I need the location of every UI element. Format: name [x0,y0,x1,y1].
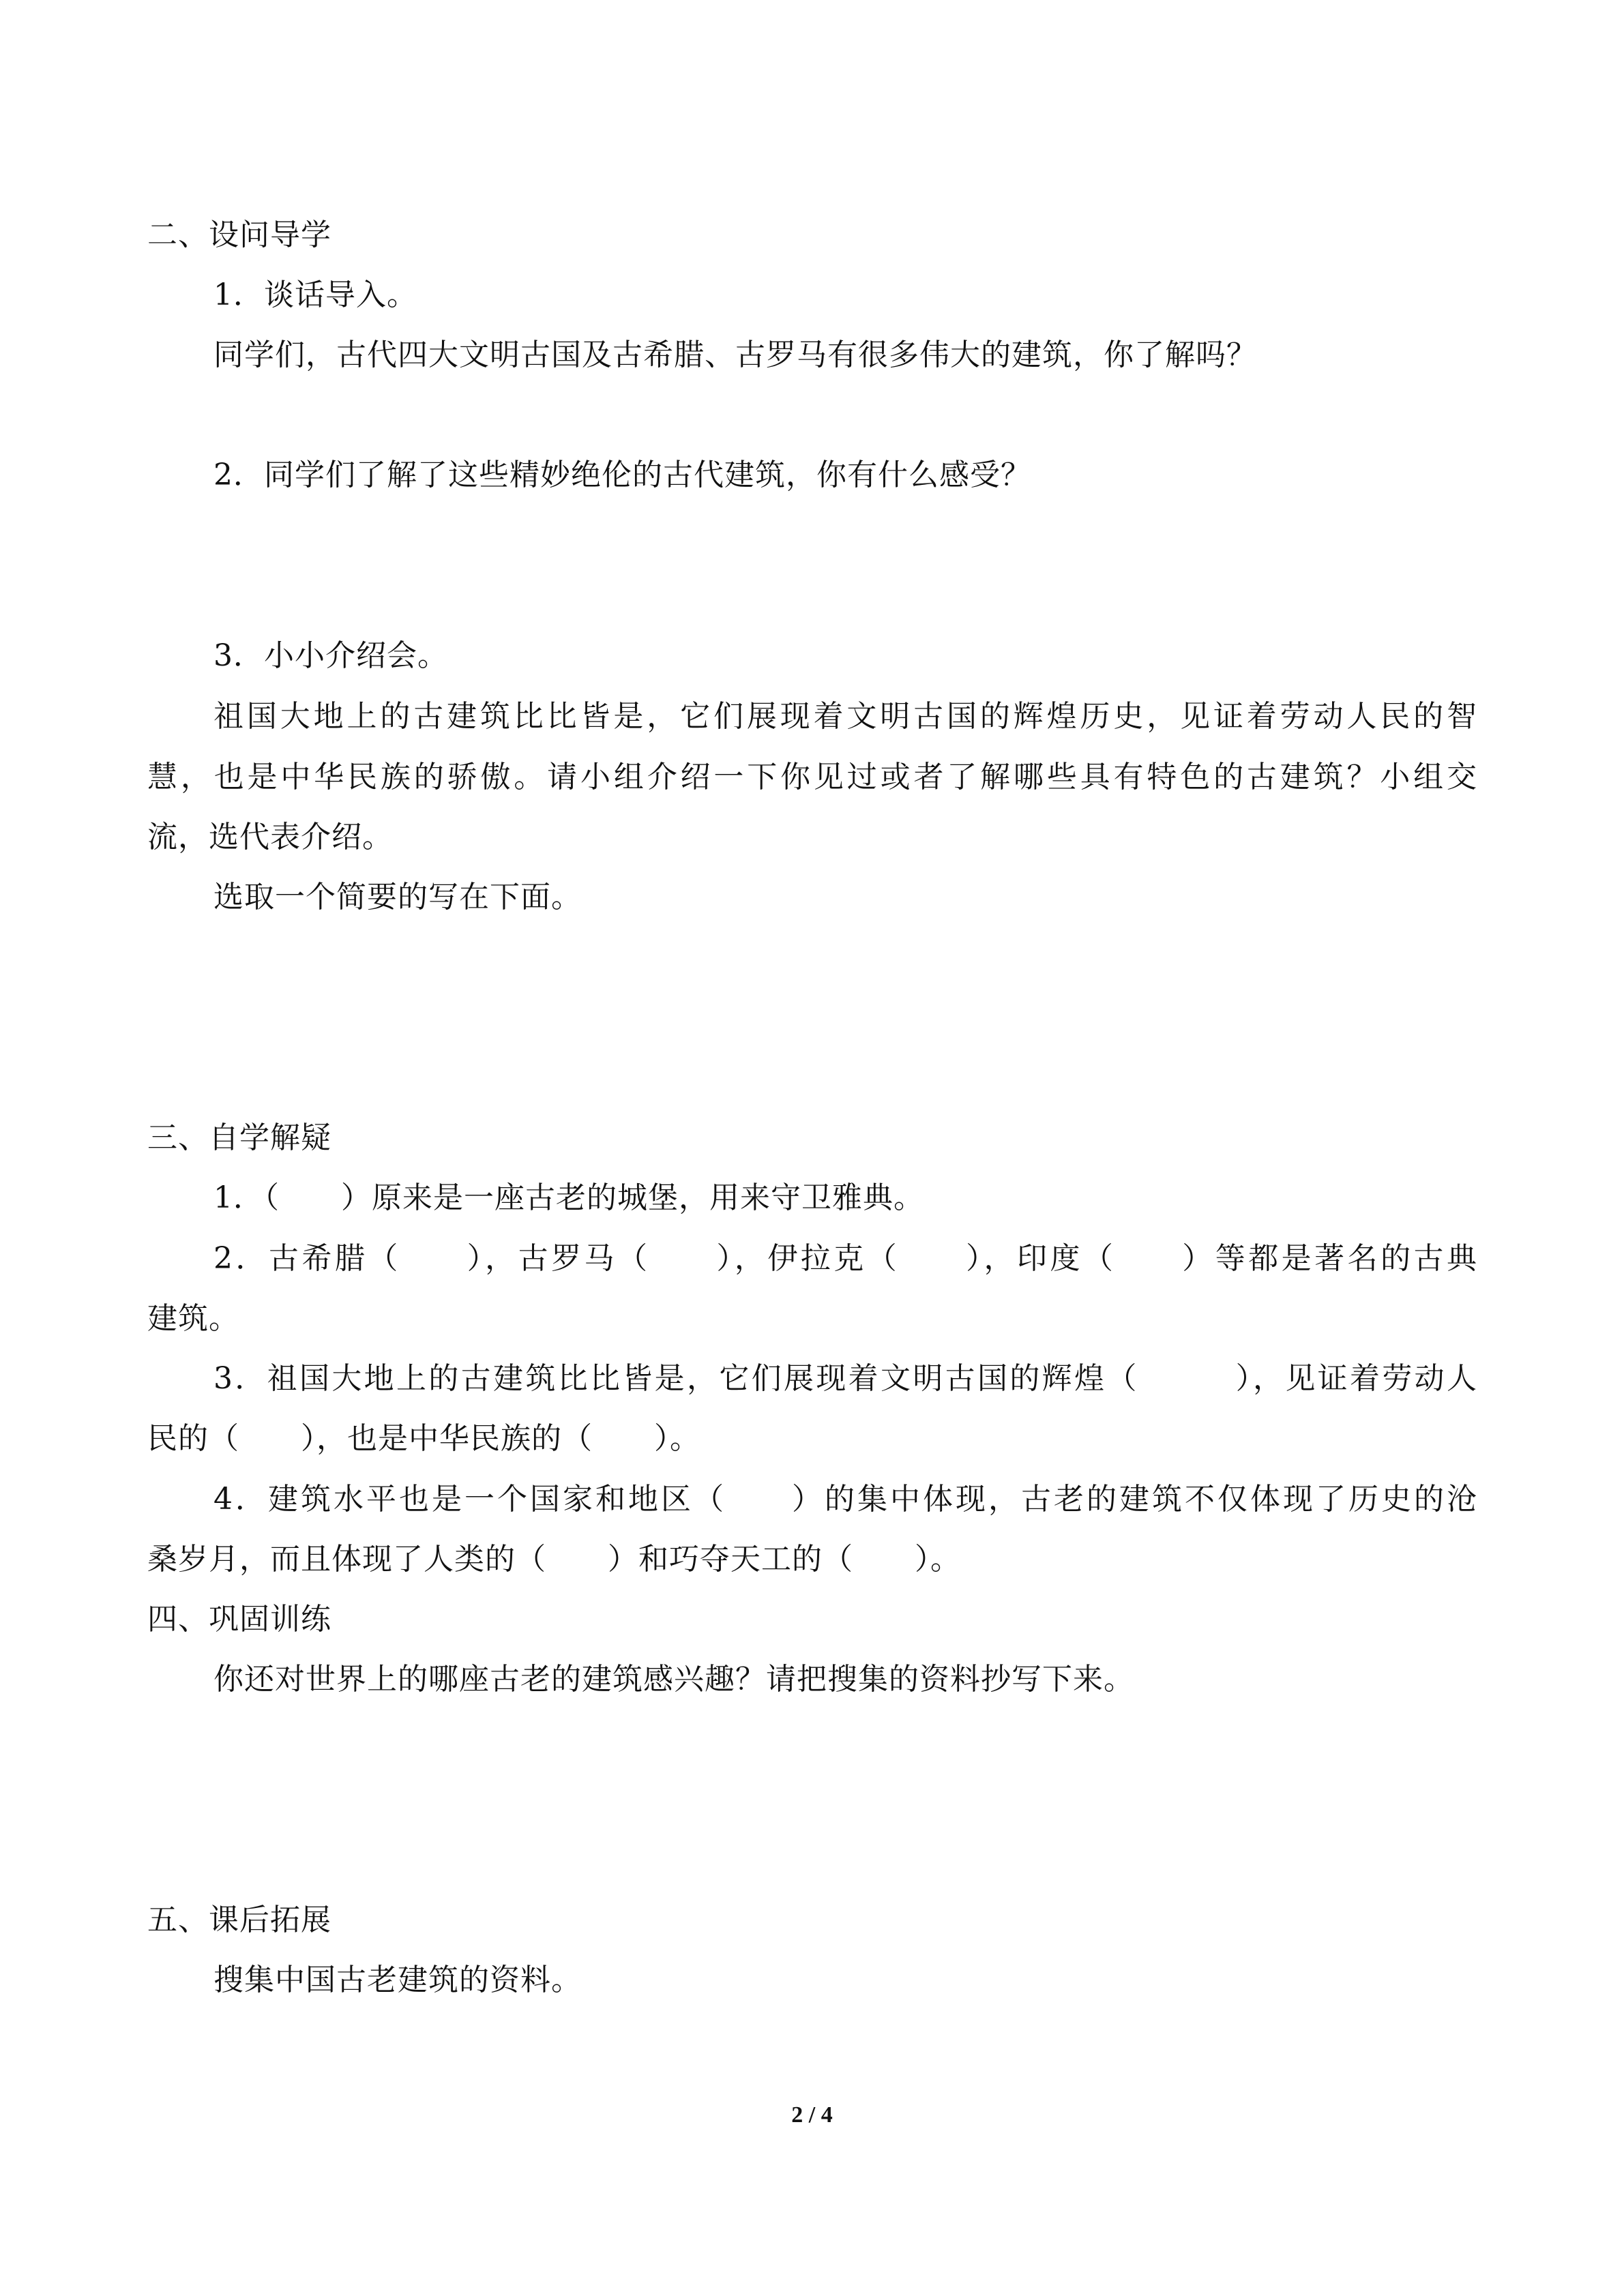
question-1-text: 同学们，古代四大文明古国及古希腊、古罗马有很多伟大的建筑，你了解吗？ [213,338,1257,372]
fill-item-3-line-2: 民的（ ），也是中华民族的（ ）。 [147,1421,700,1456]
section-5-text: 搜集中国古老建筑的资料。 [213,1963,582,1997]
question-3-text-line-3: 流，选代表介绍。 [147,820,393,854]
question-3-title: 3．小小介绍会。 [213,638,448,673]
section-heading-5: 五、课后拓展 [147,1903,331,1937]
question-3-instruction: 选取一个简要的写在下面。 [213,880,582,914]
question-3-text-line-1: 祖国大地上的古建筑比比皆是，它们展现着文明古国的辉煌历史，见证着劳动人民的智 [213,699,1477,734]
fill-item-4-line-2: 桑岁月，而且体现了人类的（ ）和巧夺天工的（ ）。 [147,1542,961,1577]
question-3-text-line-2: 慧，也是中华民族的骄傲。请小组介绍一下你见过或者了解哪些具有特色的古建筑？小组交 [147,760,1477,794]
fill-item-4-line-1: 4．建筑水平也是一个国家和地区（ ）的集中体现，古老的建筑不仅体现了历史的沧 [213,1482,1477,1517]
section-4-text: 你还对世界上的哪座古老的建筑感兴趣？请把搜集的资料抄写下来。 [213,1662,1134,1697]
section-heading-3: 三、自学解疑 [147,1120,331,1155]
section-heading-4: 四、巩固训练 [147,1602,331,1637]
section-heading-2: 二、设问导学 [147,218,331,252]
fill-item-2-line-2: 建筑。 [147,1301,239,1336]
page-number: 2 / 4 [791,2102,833,2128]
question-1-title: 1．谈话导入。 [213,278,417,312]
fill-item-1: 1．（ ）原来是一座古老的城堡，用来守卫雅典。 [213,1180,924,1215]
fill-item-2-line-1: 2．古希腊（ ），古罗马（ ），伊拉克（ ），印度（ ）等都是著名的古典 [213,1241,1477,1276]
question-2-text: 2．同学们了解了这些精妙绝伦的古代建筑，你有什么感受？ [213,458,1031,492]
fill-item-3-line-1: 3．祖国大地上的古建筑比比皆是，它们展现着文明古国的辉煌（ ），见证着劳动人 [213,1361,1477,1396]
